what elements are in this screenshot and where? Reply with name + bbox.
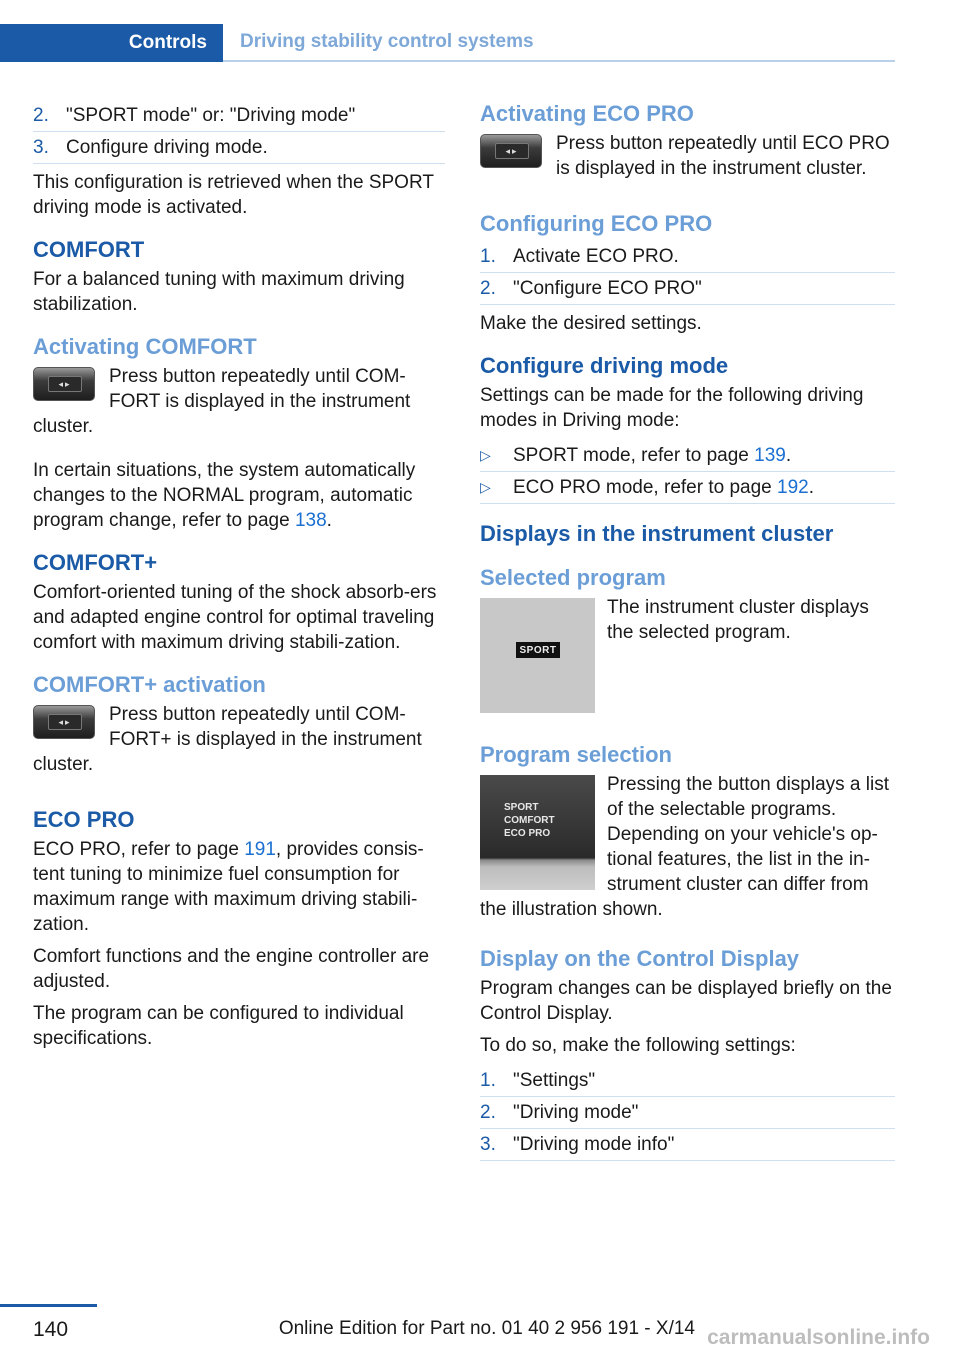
bullet-list — [480, 440, 895, 504]
page-link[interactable]: 139 — [754, 445, 786, 466]
triangle-bullet-icon: ▷ — [480, 479, 491, 495]
heading-program-selection: Program selection — [480, 742, 672, 767]
paragraph: Settings can be made for the following driving modes in Driving mode: — [480, 385, 864, 431]
paragraph: Comfort-oriented tuning of the shock absorb‐ers and adapted engine control for optimal traveling comfort with maximum driving stabili‐zation. — [33, 582, 437, 653]
heading-control-display: Display on the Control Display — [480, 946, 800, 971]
program-selection-image — [480, 775, 595, 890]
paragraph: Press button repeatedly until COM‐FORT+ is displayed in the instrument cluster. — [33, 704, 422, 775]
list-item: 2. "Driving mode" — [480, 1097, 895, 1129]
heading-configuring-eco-pro: Configuring ECO PRO — [480, 211, 713, 236]
list-item: ▷ SPORT mode, refer to page 139. — [480, 440, 895, 472]
button-illustration — [480, 134, 542, 168]
paragraph: Press button repeatedly until COM‐FORT is displayed in the instrument cluster. — [33, 366, 411, 437]
list-item: 1. "Settings" — [480, 1065, 895, 1097]
triangle-bullet-icon: ▷ — [480, 447, 491, 463]
heading-activating-eco-pro: Activating ECO PRO — [480, 101, 694, 126]
program-option: ECO PRO — [504, 828, 551, 839]
selected-program-image — [480, 598, 595, 713]
heading-selected-program: Selected program — [480, 565, 666, 590]
sport-badge: SPORT — [516, 642, 560, 658]
list-item: 1. Activate ECO PRO. — [480, 241, 895, 273]
program-option: COMFORT — [504, 815, 555, 826]
paragraph: ECO PRO, refer to page 191, provides consis‐tent tuning to minimize fuel consumption for maximum range with maximum driving stabili‐zation. — [33, 839, 424, 935]
section-tab[interactable]: Controls — [0, 24, 223, 62]
settings-list — [480, 1065, 895, 1161]
watermark: carmanualsonline.info — [707, 1326, 930, 1349]
list-item: 2. "SPORT mode" or: "Driving mode" — [33, 100, 445, 132]
button-illustration — [33, 367, 95, 401]
page-link[interactable]: 138 — [294, 510, 327, 531]
heading-activating-comfort: Activating COMFORT — [33, 334, 257, 359]
edition-note: Online Edition for Part no. 01 40 2 956 191 - X/14 — [278, 1318, 695, 1339]
footer-rule — [0, 1304, 97, 1307]
paragraph: In certain situations, the system automatically changes to the NORMAL program, automatic program change, refer to page 138. — [33, 460, 416, 531]
paragraph: Press button repeatedly until ECO PRO is displayed in the instrument cluster. — [556, 133, 890, 179]
steps-list — [33, 100, 445, 164]
button-illustration — [33, 705, 95, 739]
toggle-switch-icon: ◂▸ — [495, 143, 529, 159]
heading-displays: Displays in the instrument cluster — [480, 521, 834, 546]
paragraph: For a balanced tuning with maximum driving stabilization. — [33, 269, 405, 315]
toggle-switch-icon: ◂▸ — [48, 714, 82, 730]
steps-list — [480, 241, 895, 305]
paragraph: Pressing the button displays a list of the selectable programs. Depending on your vehicle's op‐tional features, the list in the in‐strument cluster can differ from the illustration shown. — [480, 774, 889, 920]
paragraph: Comfort functions and the engine controller are adjusted. — [33, 946, 430, 992]
list-item: ▷ ECO PRO mode, refer to page 192. — [480, 472, 895, 504]
paragraph: To do so, make the following settings: — [480, 1035, 796, 1056]
toggle-switch-icon: ◂▸ — [48, 376, 82, 392]
heading-comfort-plus-activation: COMFORT+ activation — [33, 672, 266, 697]
paragraph: Make the desired settings. — [480, 313, 702, 334]
list-item: 3. Configure driving mode. — [33, 132, 445, 164]
page-link[interactable]: 191 — [244, 839, 276, 860]
right-column — [480, 100, 895, 1167]
heading-eco-pro: ECO PRO — [33, 807, 135, 832]
paragraph: The instrument cluster displays the selected program. — [607, 597, 869, 643]
chapter-title: Driving stability control systems — [223, 24, 895, 62]
paragraph: This configuration is retrieved when the SPORT driving mode is activated. — [33, 172, 434, 218]
heading-configure-driving-mode: Configure driving mode — [480, 353, 729, 378]
page-link[interactable]: 192 — [777, 477, 809, 498]
list-item: 3. "Driving mode info" — [480, 1129, 895, 1161]
page-header — [0, 24, 895, 62]
heading-comfort-plus: COMFORT+ — [33, 550, 158, 575]
program-option: SPORT — [504, 802, 539, 813]
paragraph: The program can be configured to individual specifications. — [33, 1003, 404, 1049]
page-number: 140 — [33, 1318, 69, 1341]
paragraph: Program changes can be displayed briefly on the Control Display. — [480, 978, 892, 1024]
list-item: 2. "Configure ECO PRO" — [480, 273, 895, 305]
heading-comfort: COMFORT — [33, 237, 145, 262]
left-column — [33, 100, 445, 1058]
